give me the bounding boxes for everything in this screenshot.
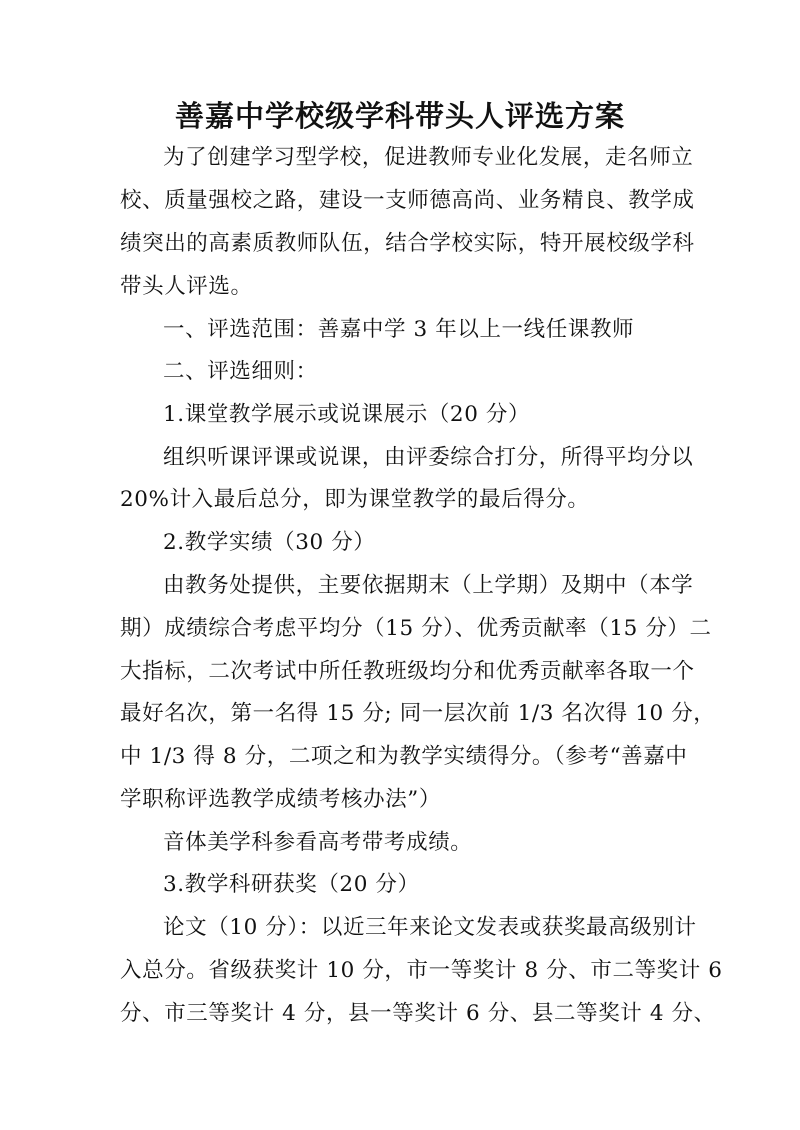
paragraph-line: 大指标，二次考试中所任教班级均分和优秀贡献率各取一个: [120, 659, 695, 684]
paragraph-line: 组织听课评课或说课，由评委综合打分，所得平均分以: [163, 445, 694, 470]
paragraph-line: 学职称评选教学成绩考核办法”）: [120, 787, 441, 812]
paragraph-line: 20%计入最后总分，即为课堂教学的最后得分。: [120, 487, 590, 512]
paragraph-line: 分、市三等奖计 4 分，县一等奖计 6 分、县二等奖计 4 分、: [120, 1001, 716, 1026]
paragraph-line: 中 1/3 得 8 分，二项之和为教学实绩得分。（参考“善嘉中: [120, 744, 688, 769]
paragraph-line: 音体美学科参看高考带考成绩。: [163, 830, 473, 855]
section-heading: 二、评选细则：: [163, 359, 318, 384]
paragraph-line: 校、质量强校之路，建设一支师德高尚、业务精良、教学成: [120, 188, 695, 213]
paragraph-line: 带头人评选。: [120, 274, 253, 299]
subsection-heading: 1.课堂教学展示或说课展示（20 分）: [163, 402, 531, 427]
paragraph-line: 最好名次，第一名得 15 分; 同一层次前 1/3 名次得 10 分，: [120, 701, 716, 726]
paragraph-line: 期）成绩综合考虑平均分（15 分）、优秀贡献率（15 分）二: [120, 616, 712, 641]
paragraph-line: 入总分。省级获奖计 10 分，市一等奖计 8 分、市二等奖计 6: [120, 958, 723, 983]
subsection-heading: 2.教学实绩（30 分）: [163, 530, 376, 555]
paragraph-line: 论文（10 分）：以近三年来论文发表或获奖最高级别计: [163, 915, 697, 940]
paragraph-line: 由教务处提供，主要依据期末（上学期）及期中（本学: [163, 573, 694, 598]
section-heading: 一、评选范围：善嘉中学 3 年以上一线任课教师: [163, 317, 635, 342]
paragraph-line: 为了创建学习型学校，促进教师专业化发展，走名师立: [163, 145, 694, 170]
paragraph-line: 绩突出的高素质教师队伍，结合学校实际，特开展校级学科: [120, 231, 695, 256]
subsection-heading: 3.教学科研获奖（20 分）: [163, 872, 420, 897]
document-title: 善嘉中学校级学科带头人评选方案: [174, 99, 625, 133]
